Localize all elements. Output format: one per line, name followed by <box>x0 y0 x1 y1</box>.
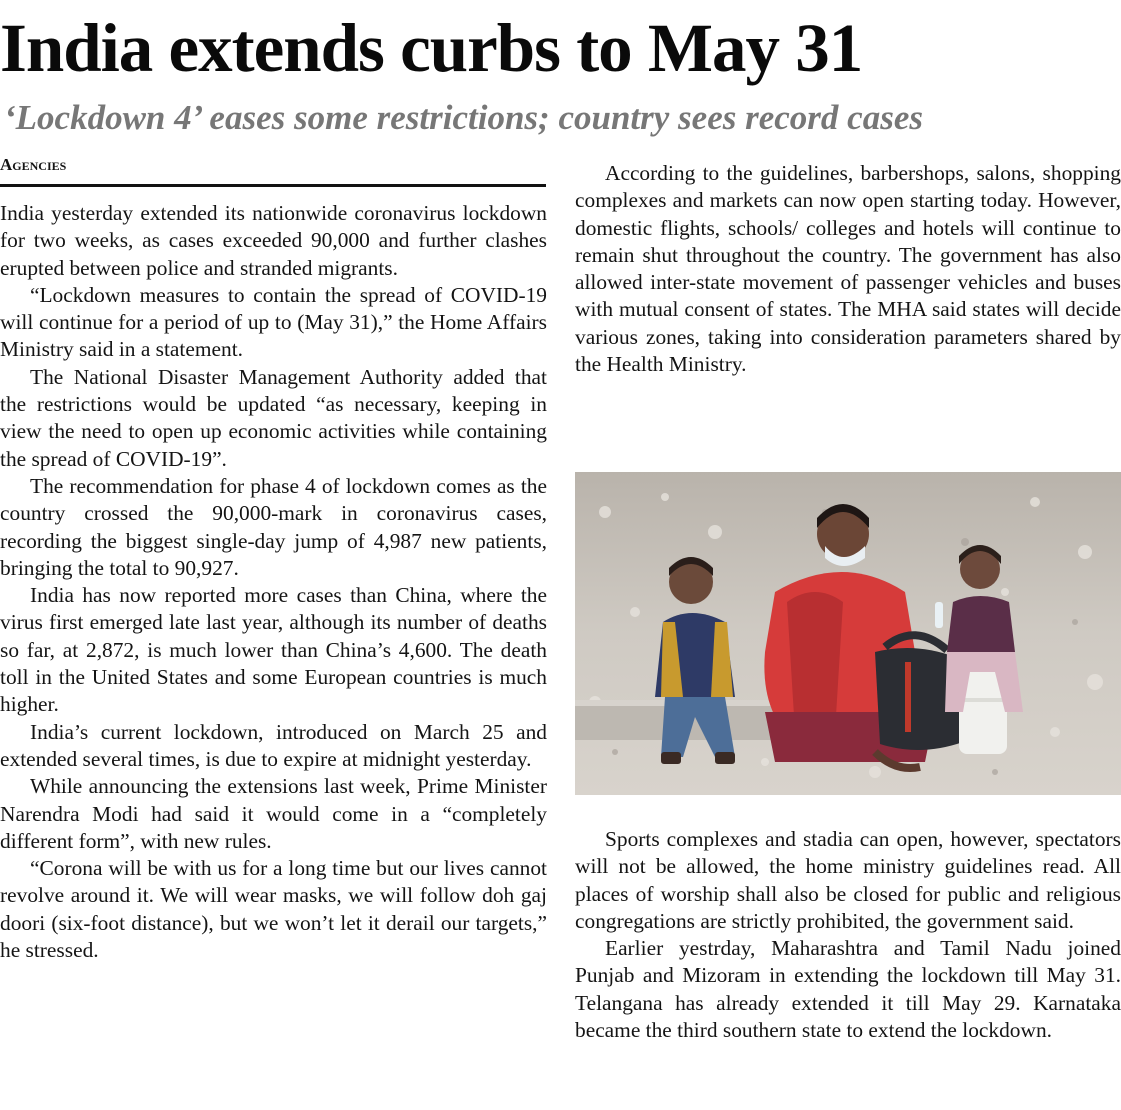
paragraph: Earlier yestrday, Maharashtra and Tamil Nadu joined Punjab and Mizoram in extending the lockdown till May 31. Telangana has already extended it till May 29. Karnataka became the third southern state to extend the lockdown. <box>575 936 1121 1043</box>
news-photo-migrant-family-icon <box>575 472 1121 795</box>
paragraph: India’s current lockdown, introduced on March 25 and extended several times, is due to expire at midnight yesterday. <box>0 719 547 771</box>
paragraph: India has now reported more cases than China, where the virus first emerged late last year, although its number of deaths so far, at 2,872, is much lower than China’s 4,600. The death toll in the United States and some European countries is much higher. <box>0 583 547 717</box>
news-photo <box>575 472 1121 795</box>
paragraph: According to the guidelines, barbershops, salons, shopping complexes and markets can now open starting today. However, domestic flights, schools/ colleges and hotels will continue to remain shut throughout the country. The government has also allowed inter-state movement of passenger vehicles and buses with mutual consent of states. The MHA said states will decide various zones, taking into consideration parameters shared by the Health Ministry. <box>575 161 1121 377</box>
right-column-bottom <box>575 826 1121 1044</box>
right-column-top <box>575 160 1121 378</box>
paragraph: The National Disaster Management Authority added that the restrictions would be updated “as necessary, keeping in view the need to open up economic activities while containing the spread of COVID-19”. <box>0 364 547 471</box>
paragraph: While announcing the extensions last week, Prime Minister Narendra Modi had said it would come in a “completely different form”, with new rules. <box>0 774 547 853</box>
paragraph: Sports complexes and stadia can open, however, spectators will not be allowed, the home ministry guidelines read. All places of worship shall also be closed for public and religious congregations are strictly prohibited, the government said. <box>575 827 1121 933</box>
headline: India extends curbs to May 31 <box>0 10 863 86</box>
byline: Agencies <box>0 154 546 187</box>
paragraph: The recommendation for phase 4 of lockdown comes as the country crossed the 90,000-mark in coronavirus cases, recording the biggest single-day jump of 4,987 new patients, bringing the total to 90,927. <box>0 473 547 580</box>
left-column <box>0 200 547 964</box>
paragraph: India yesterday extended its nationwide coronavirus lockdown for two weeks, as cases exceeded 90,000 and further clashes erupted between police and stranded migrants. <box>0 201 547 280</box>
paragraph: “Corona will be with us for a long time but our lives cannot revolve around it. We will wear masks, we will follow doh gaj doori (six-foot distance), but we won’t let it derail our targets,” he stressed. <box>0 856 547 963</box>
paragraph: “Lockdown measures to contain the spread of COVID-19 will continue for a period of up to (May 31),” the Home Affairs Ministry said in a statement. <box>0 282 547 362</box>
subheadline: ‘Lockdown 4’ eases some restrictions; country sees record cases <box>4 98 923 137</box>
